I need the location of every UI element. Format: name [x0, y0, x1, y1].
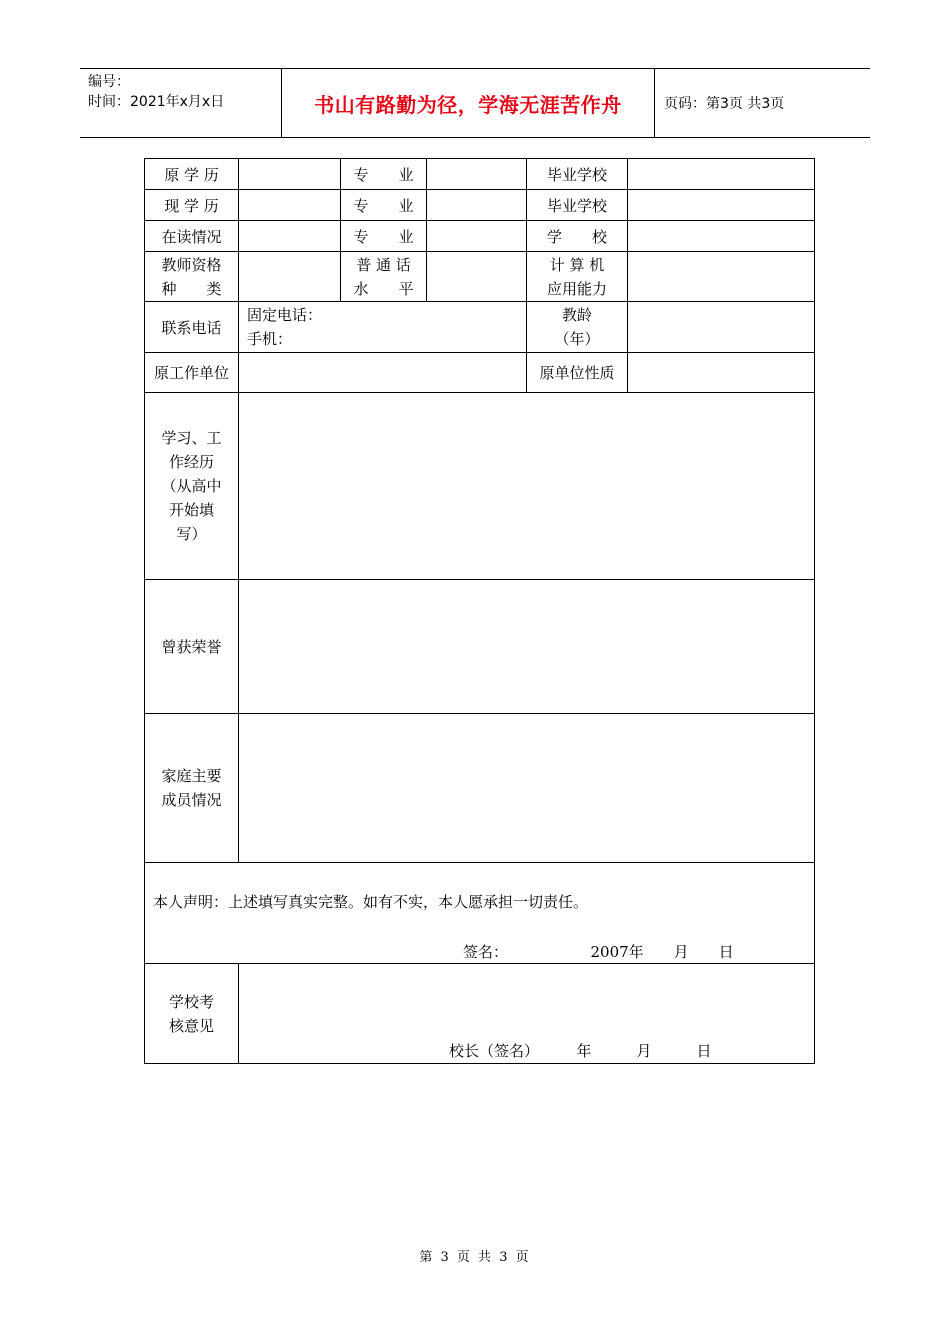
- label-major-3: 专 业: [341, 221, 427, 252]
- label-employer-nature: 原单位性质: [527, 353, 628, 393]
- label-studying: 在读情况: [145, 221, 239, 252]
- label-line: 应用能力: [546, 279, 607, 298]
- label-line: （年）: [554, 330, 600, 348]
- header-page-info: 页码：第3页 共3页: [664, 96, 785, 112]
- label-major-2: 专 业: [341, 190, 427, 221]
- row-honors: [145, 580, 815, 714]
- label-line: 种 类: [161, 279, 222, 298]
- time-label: 时间：2021年x月x日: [88, 94, 225, 110]
- field-school-review[interactable]: [239, 964, 815, 1064]
- row-declaration: [145, 863, 815, 964]
- label-line: 水 平: [353, 279, 414, 298]
- application-form: [144, 158, 815, 1064]
- label-line: 写）: [176, 525, 207, 543]
- field-mandarin-level[interactable]: [427, 252, 527, 302]
- label-honors: 曾获荣誉: [145, 580, 239, 714]
- label-family-members: [145, 714, 239, 863]
- label-previous-employer: 原工作单位: [145, 353, 239, 393]
- label-line: 学习、工: [161, 429, 222, 447]
- label-line: （从高中: [161, 477, 222, 495]
- label-line: 开始填: [168, 501, 214, 519]
- label-line: 教龄: [561, 306, 592, 324]
- declaration-cell: [145, 863, 815, 964]
- row-original-education: [145, 159, 815, 190]
- label-line: 学校考: [168, 992, 214, 1011]
- row-previous-employer: [145, 353, 815, 393]
- row-review: [145, 964, 815, 1064]
- label-fixed-phone: 固定电话：: [247, 306, 323, 324]
- label-teacher-qualification: [145, 252, 239, 302]
- label-line: 计 算 机: [549, 255, 605, 274]
- label-contact-phone: 联系电话: [145, 302, 239, 353]
- field-family-members[interactable]: [239, 714, 815, 863]
- row-studying: [145, 221, 815, 252]
- motto: 书山有路勤为径，学海无涯苦作舟: [314, 92, 622, 117]
- label-line: 核意见: [168, 1016, 214, 1035]
- label-study-work-history: [145, 393, 239, 580]
- label-school-review: [145, 964, 239, 1064]
- row-history: [145, 393, 815, 580]
- field-contact-phone[interactable]: [239, 302, 527, 353]
- number-label: 编号：: [88, 74, 130, 90]
- field-previous-employer[interactable]: [239, 353, 527, 393]
- label-mobile-phone: 手机：: [247, 330, 293, 348]
- row-qualification: [145, 252, 815, 302]
- field-major-1[interactable]: [427, 159, 527, 190]
- row-family: [145, 714, 815, 863]
- row-contact: [145, 302, 815, 353]
- header-motto-cell: [281, 69, 655, 137]
- field-major-3[interactable]: [427, 221, 527, 252]
- declaration-text: 本人声明：上述填写真实完整。如有不实，本人愿承担一切责任。: [153, 893, 589, 911]
- label-mandarin-level: [341, 252, 427, 302]
- field-school-3[interactable]: [628, 221, 815, 252]
- label-original-education: 原 学 历: [145, 159, 239, 190]
- field-honors[interactable]: [239, 580, 815, 714]
- label-current-education: 现 学 历: [145, 190, 239, 221]
- label-line: 作经历: [168, 453, 214, 471]
- field-original-education[interactable]: [239, 159, 341, 190]
- field-current-education[interactable]: [239, 190, 341, 221]
- signature-line[interactable]: 签名： 2007年 月 日: [463, 943, 734, 961]
- field-teaching-years[interactable]: [628, 302, 815, 353]
- document-header: [80, 68, 870, 138]
- principal-signature-line[interactable]: 校长（签名） 年 月 日: [449, 1042, 712, 1060]
- field-teacher-qualification[interactable]: [239, 252, 341, 302]
- label-line: 成员情况: [161, 791, 222, 809]
- field-employer-nature[interactable]: [628, 353, 815, 393]
- label-school-3: 学 校: [527, 221, 628, 252]
- label-graduate-school-1: 毕业学校: [527, 159, 628, 190]
- label-line: 教师资格: [161, 255, 222, 274]
- header-meta: [80, 69, 280, 137]
- label-major-1: 专 业: [341, 159, 427, 190]
- field-major-2[interactable]: [427, 190, 527, 221]
- label-line: 普 通 话: [356, 255, 411, 274]
- label-graduate-school-2: 毕业学校: [527, 190, 628, 221]
- field-graduate-school-1[interactable]: [628, 159, 815, 190]
- label-line: 家庭主要: [161, 767, 222, 785]
- label-computer-skill: [527, 252, 628, 302]
- field-graduate-school-2[interactable]: [628, 190, 815, 221]
- field-studying[interactable]: [239, 221, 341, 252]
- page-footer: 第 3 页 共 3 页: [419, 1250, 531, 1265]
- label-teaching-years: [527, 302, 628, 353]
- field-study-work-history[interactable]: [239, 393, 815, 580]
- row-current-education: [145, 190, 815, 221]
- field-computer-skill[interactable]: [628, 252, 815, 302]
